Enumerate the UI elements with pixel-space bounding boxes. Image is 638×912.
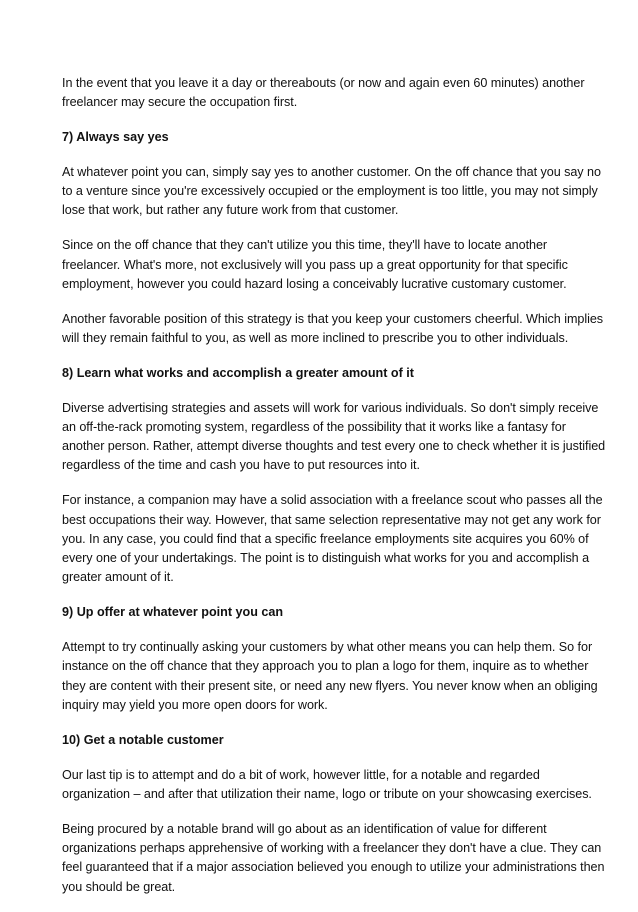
section-heading-always-say-yes: 7) Always say yes — [62, 130, 169, 145]
text-line: lose that work, but rather any future work from that customer. — [62, 203, 399, 218]
document-page — [62, 74, 606, 912]
section-heading-notable-customer: 10) Get a notable customer — [62, 732, 224, 747]
text-line: another person. Rather, attempt diverse thoughts and test every one to check whether it is justified — [62, 439, 606, 454]
text-line: Diverse advertising strategies and assets will work for various individuals. So don't simply receive — [62, 400, 599, 415]
text-line: greater amount of it. — [62, 570, 174, 585]
text-line: every one of your undertakings. The point is to distinguish what works for you and accomplish a — [62, 551, 590, 566]
text-line: they are content with their present site, or need any new flyers. You never know when an obliging — [62, 678, 598, 693]
text-line: employment, however you could hazard losing a conceivably lucrative customary customer. — [62, 276, 567, 291]
section-heading-up-offer: 9) Up offer at whatever point you can — [62, 605, 284, 620]
text-line: you should be great. — [62, 879, 176, 894]
text-line: Our last tip is to attempt and do a bit of work, however little, for a notable and regarded — [62, 767, 540, 782]
paragraph-favorable-position — [62, 310, 604, 349]
paragraph-off-chance — [62, 236, 582, 294]
text-line: organization – and after that utilization their name, logo or tribute on your showcasing exercises. — [62, 786, 592, 801]
text-line: instance on the off chance that they approach you to plan a logo for them, inquire as to whether — [62, 659, 589, 674]
paragraph-diverse-strategies — [62, 399, 606, 476]
paragraph-up-offer — [62, 638, 598, 715]
paragraph-for-instance — [62, 491, 603, 587]
text-line: you. In any case, you could find that a specific freelance employments site acquires you 60% of — [62, 531, 589, 546]
text-line: freelancer may secure the occupation first. — [62, 95, 298, 110]
text-line: In the event that you leave it a day or thereabouts (or now and again even 60 minutes) another — [62, 76, 585, 90]
paragraph-say-yes — [62, 163, 601, 221]
text-line: organizations perhaps apprehensive of working with a freelancer they don't have a clue. They can — [62, 840, 602, 855]
text-line: inquiry may yield you more open doors for work. — [62, 697, 328, 712]
text-line: Being procured by a notable brand will go about as an identification of value for different — [62, 821, 547, 836]
text-line: an off-the-rack promoting system, regardless of the possibility that it works like a fantasy for — [62, 419, 566, 434]
text-line: to a venture since you're excessively occupied or the employment is too little, you may not simply — [62, 184, 598, 199]
text-line: Attempt to try continually asking your customers by what other means you can help them. So for — [62, 640, 593, 655]
text-line: Another favorable position of this strategy is that you keep your customers cheerful. Which implies — [62, 311, 604, 326]
paragraph-intro — [62, 74, 585, 113]
text-line: At whatever point you can, simply say yes to another customer. On the off chance that you say no — [62, 164, 601, 179]
text-line: Since on the off chance that they can't utilize you this time, they'll have to locate another — [62, 238, 548, 253]
section-heading-learn-what-works: 8) Learn what works and accomplish a greater amount of it — [62, 365, 415, 380]
text-line: freelancer. What's more, not exclusively will you pass up a great opportunity for that specific — [62, 257, 568, 272]
paragraph-last-tip — [62, 766, 592, 805]
paragraph-notable-brand — [62, 820, 605, 897]
text-line: For instance, a companion may have a solid association with a freelance scout who passes all the — [62, 493, 603, 508]
text-line: will they remain faithful to you, as well as more inclined to prescribe you to other individuals. — [62, 330, 569, 345]
text-line: regardless of the time and cash you have to put resources into it. — [62, 458, 420, 473]
text-line: best occupations their way. However, that same selection representative may not get any work for — [62, 512, 601, 527]
text-line: feel guaranteed that if a major association believed you enough to utilize your administrations then — [62, 860, 605, 875]
